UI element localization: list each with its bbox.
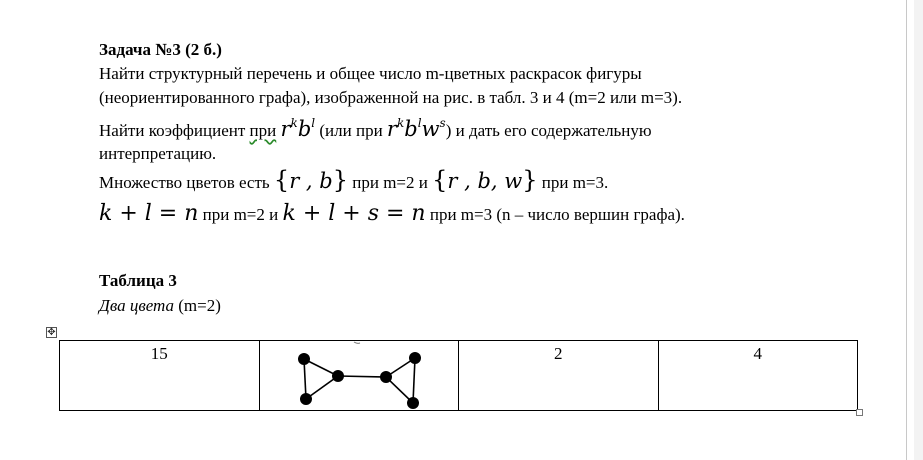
table-cell[interactable]: 4 bbox=[658, 341, 858, 411]
subtitle-rest: (m=2) bbox=[174, 296, 221, 315]
task-line-5 bbox=[99, 166, 608, 197]
monomial-rbw: $r^kb^lw^s$ bbox=[386, 116, 446, 141]
graph-vertex bbox=[298, 353, 310, 365]
colors-mid: при m=2 и bbox=[348, 173, 433, 192]
table-title: Таблица 3 bbox=[99, 271, 177, 290]
equation-m2: k + l = n bbox=[99, 201, 199, 226]
task-line-4: интерпретацию. bbox=[99, 144, 217, 163]
coef-prefix: Найти коэффициент bbox=[99, 121, 250, 140]
graph-figure bbox=[260, 341, 459, 410]
coef-pri: при bbox=[249, 121, 277, 140]
table-row bbox=[60, 341, 858, 411]
graph-vertex bbox=[409, 352, 421, 364]
graph-vertex bbox=[332, 370, 344, 382]
graph-vertex bbox=[300, 393, 312, 405]
equation-m3: k + l + s = n bbox=[282, 201, 426, 226]
table-cell[interactable]: 2 bbox=[459, 341, 659, 411]
page-edge bbox=[906, 0, 907, 460]
task-line-2: (неориентированного графа), изображенной на рис. в табл. 3 и 4 (m=2 или m=3). bbox=[99, 88, 683, 107]
colors-prefix: Множество цветов есть bbox=[99, 173, 274, 192]
graph-vertex bbox=[380, 371, 392, 383]
task-title: Задача №3 (2 б.) bbox=[99, 40, 222, 59]
eq-suffix: при m=3 (n – число вершин графа). bbox=[425, 205, 685, 224]
subtitle-italic: Два цвета bbox=[99, 296, 175, 315]
table-cell[interactable]: 15 bbox=[60, 341, 260, 411]
coef-or: (или при bbox=[315, 121, 387, 140]
task-line-6 bbox=[99, 200, 685, 229]
eq-mid: при m=2 и bbox=[198, 205, 283, 224]
task-line-3 bbox=[99, 116, 652, 144]
coef-suffix: ) и дать его содержательную bbox=[445, 121, 652, 140]
color-set-2: {r , b} bbox=[273, 166, 348, 194]
table-3 bbox=[59, 340, 858, 411]
color-set-3: {r , b, w} bbox=[432, 166, 538, 194]
move-anchor-icon[interactable]: ✥ bbox=[47, 327, 56, 338]
graph-cell[interactable] bbox=[259, 341, 459, 411]
table-resize-handle[interactable] bbox=[856, 409, 863, 416]
task-line-1: Найти структурный перечень и общее число m-цветных раскрасок фигуры bbox=[99, 64, 642, 83]
colors-suffix: при m=3. bbox=[537, 173, 609, 192]
table-subtitle bbox=[99, 296, 221, 316]
graph-vertex bbox=[407, 397, 419, 409]
monomial-rb: $r^kb^l$ bbox=[280, 116, 316, 141]
page-margin-shade bbox=[914, 0, 923, 460]
